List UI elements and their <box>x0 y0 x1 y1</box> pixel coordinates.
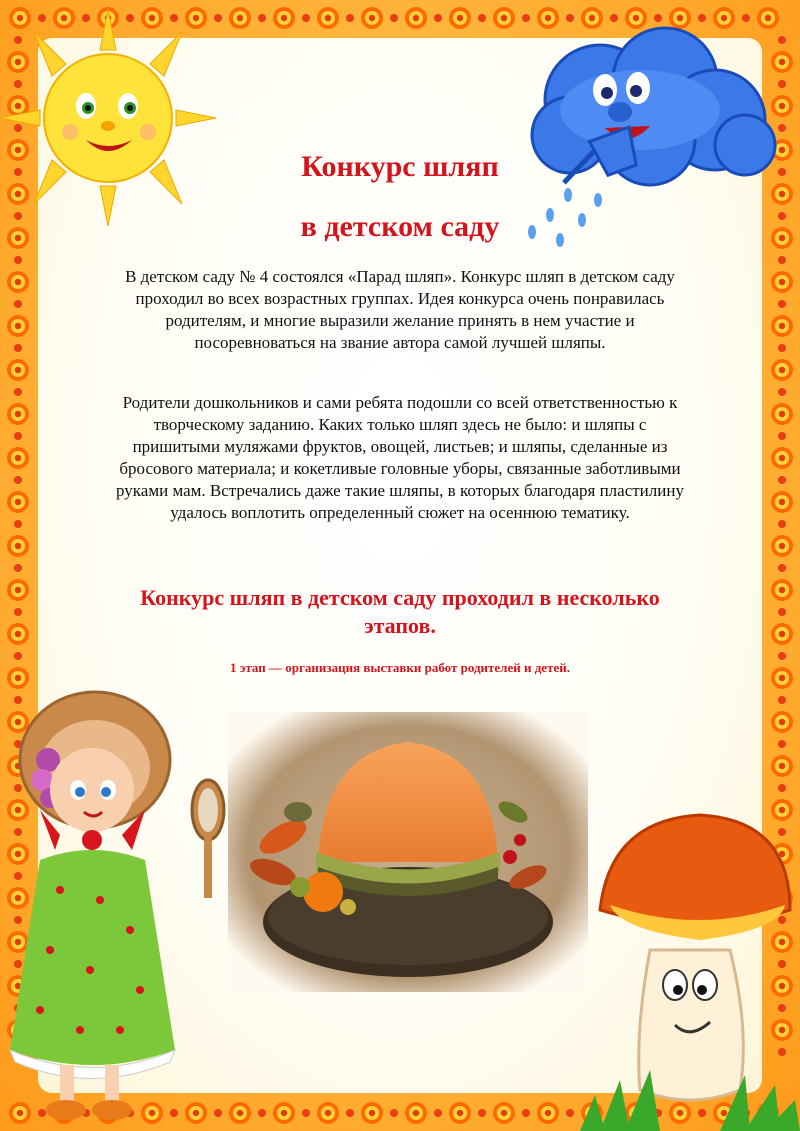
mushroom-illustration <box>580 800 800 1131</box>
subheading: Конкурс шляп в детском саду проходил в несколько этапов. <box>140 585 660 638</box>
title-line-2: в детском саду <box>300 210 500 243</box>
hat-photo <box>228 712 588 992</box>
girl-in-straw-hat <box>0 690 250 1131</box>
title-line-1: Конкурс шляп <box>301 150 499 183</box>
sun-illustration <box>0 0 230 230</box>
paragraph-1: В детском саду № 4 состоялся «Парад шляп». Конкурс шляп в детском саду проходил во всех возрастных группах. Идея конкурса очень понравилась родителям, и многие выразили желание принять в нем участие и посоревноваться на звание автора самой лучшей шляпы. <box>125 267 675 352</box>
stage-1-text: 1 этап — организация выставки работ родителей и детей. <box>230 660 570 675</box>
paragraph-2: Родители дошкольников и сами ребята подошли со всей ответственностью к творческому заданию. Каких только шляп здесь не было: и шляпы с пришитыми муляжами фруктов, овощей, листьев; и шляпы, сделанные из бросового материала; и кокетливые головные уборы, связанные заботливыми руками мам. Встречались даже такие шляпы, в которых благодаря пластилину удалось воплотить определенный сюжет на осеннюю тематику. <box>116 393 684 522</box>
